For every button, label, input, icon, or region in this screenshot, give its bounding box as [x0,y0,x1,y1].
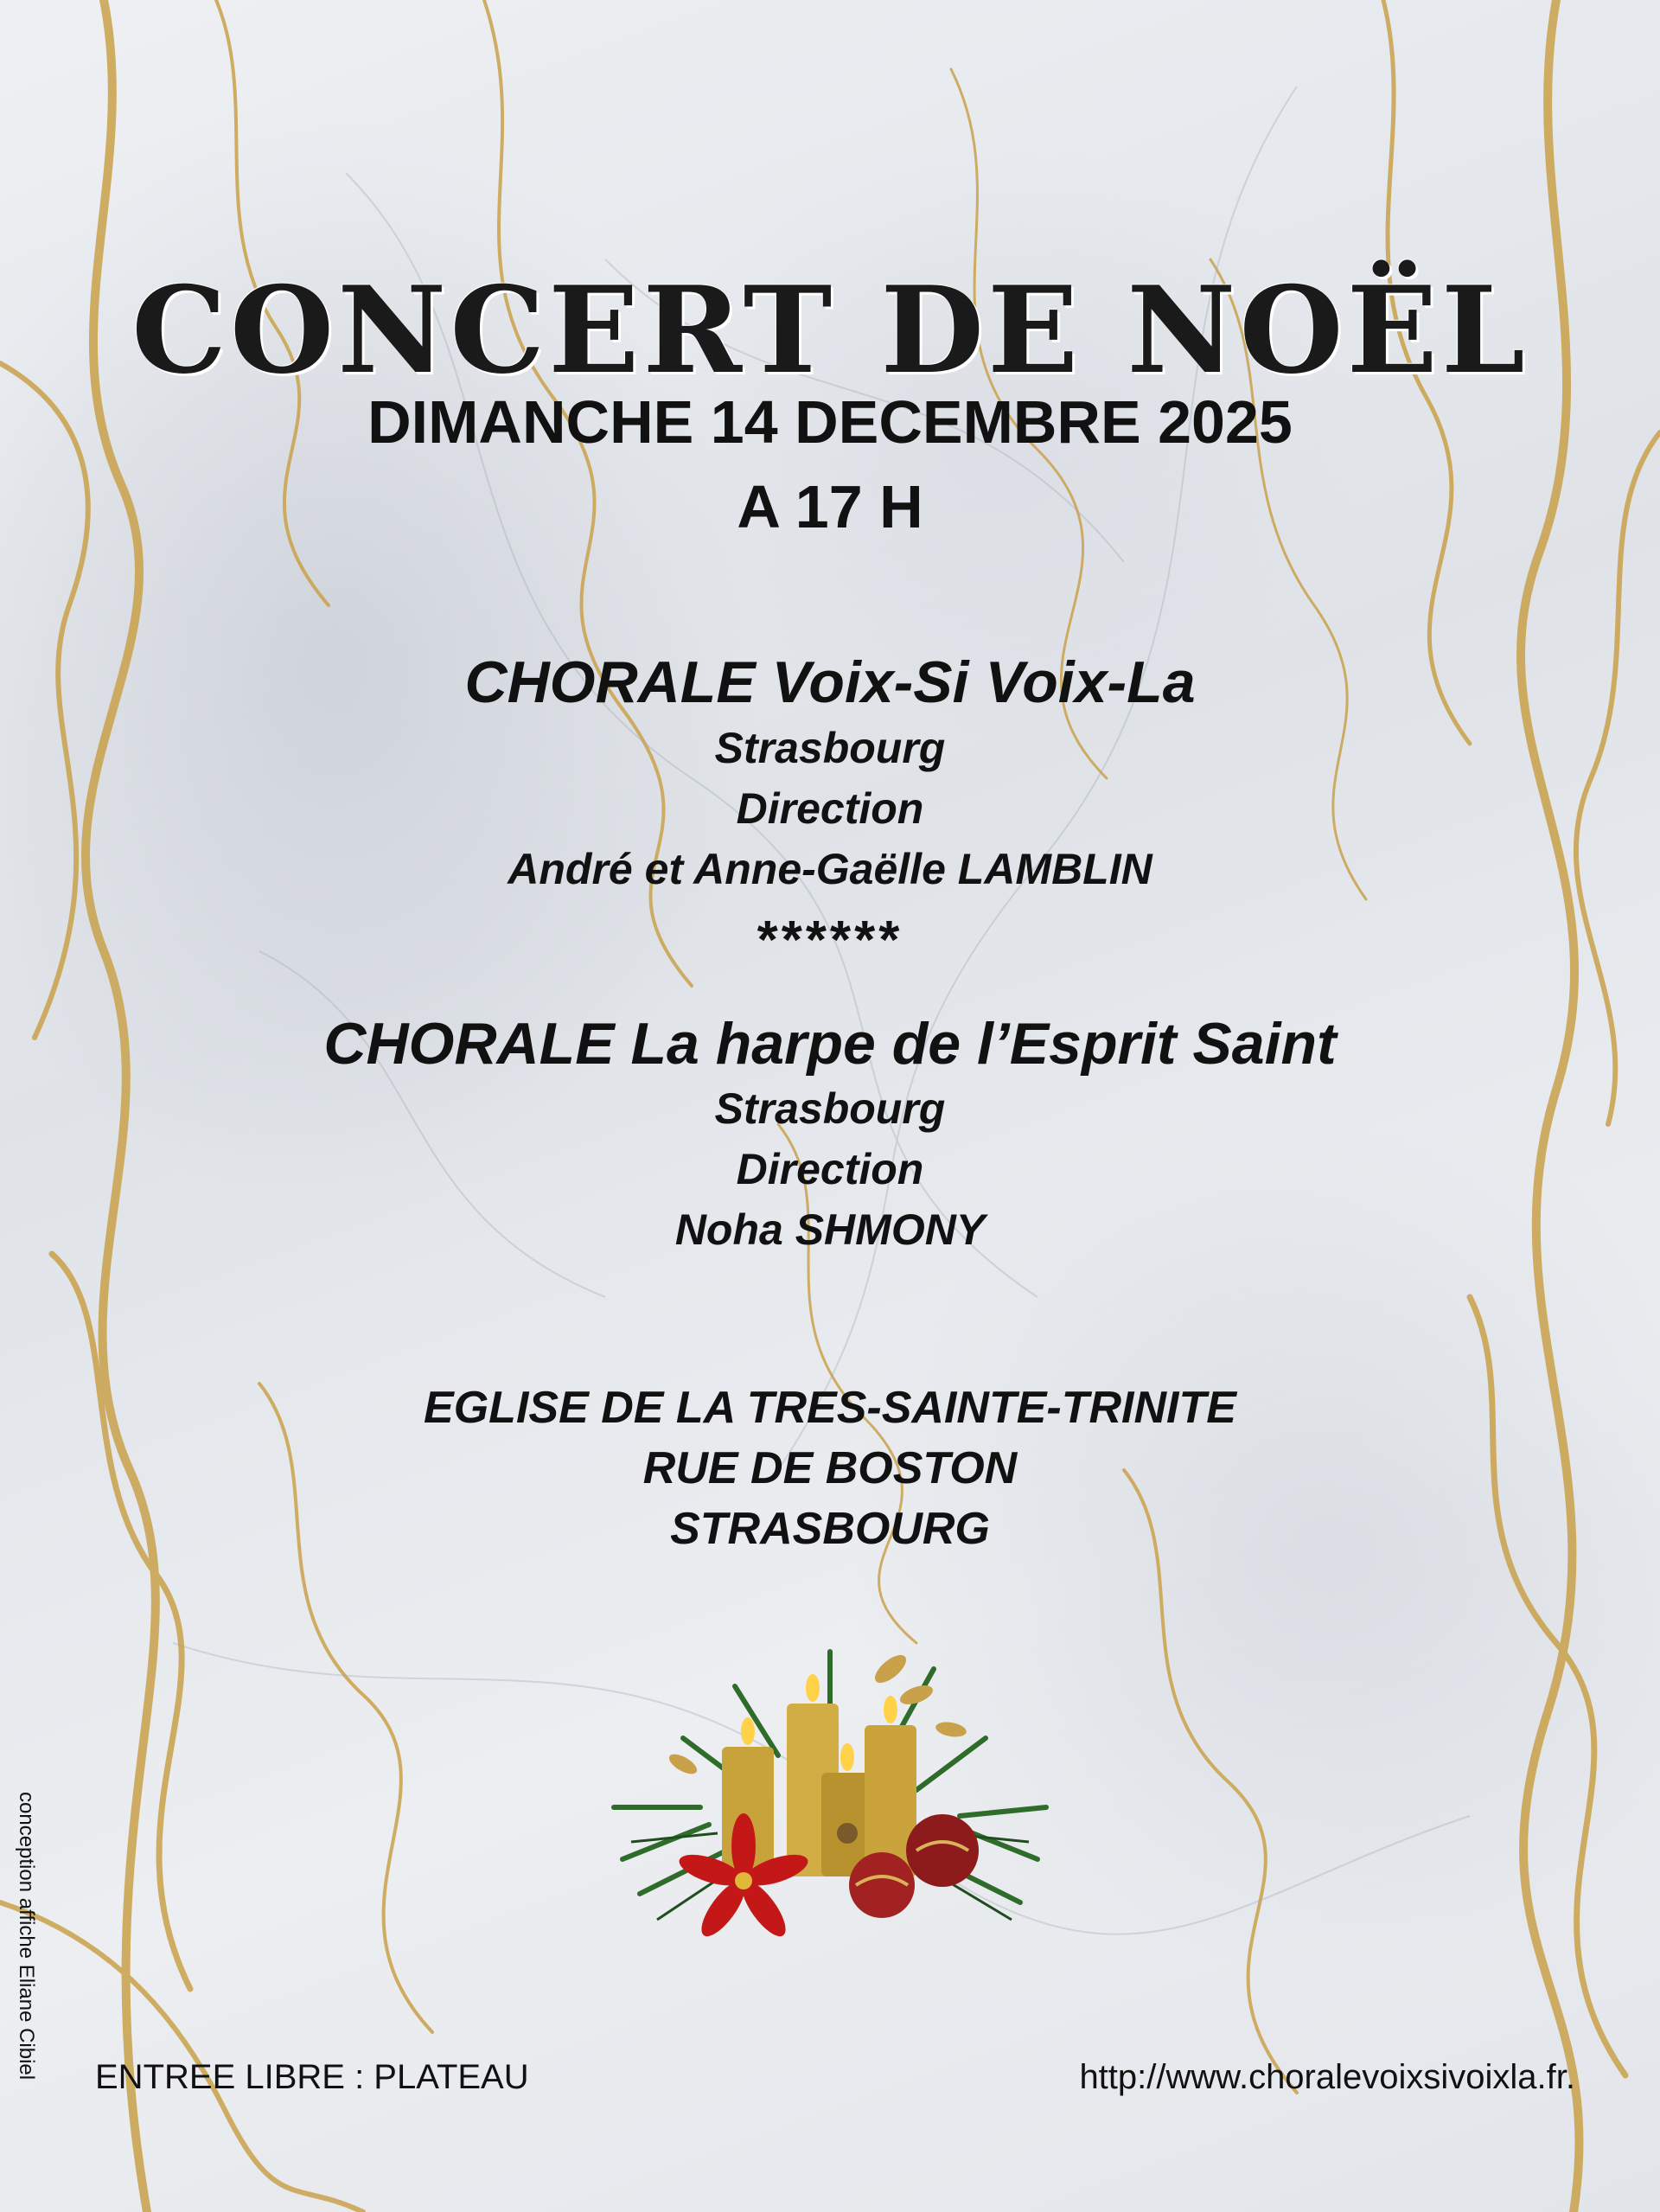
advent-candles-wreath-icon [605,1634,1055,1946]
choir1-city: Strasbourg [714,724,946,772]
choir1-direction-label: Direction [736,784,924,833]
concert-date: DIMANCHE 14 DECEMBRE 2025 [367,388,1293,456]
website-link[interactable]: http://www.choralevoixsivoixla.fr. [1079,2058,1575,2096]
choir2-city: Strasbourg [714,1084,946,1133]
choir2-name: CHORALE La harpe de l’Esprit Saint [323,1011,1337,1077]
poster-credit: conception affiche Eliane Cibiel [15,1792,38,2081]
choir2-direction-label: Direction [736,1145,924,1193]
entry-info: ENTREE LIBRE : PLATEAU [95,2058,529,2096]
concert-time: A 17 H [737,473,923,540]
choir1-name: CHORALE Voix-Si Voix-La [464,649,1196,715]
choir1-director: André et Anne-Gaëlle LAMBLIN [508,845,1152,893]
separator: ****** [757,911,903,970]
choir2-director: Noha SHMONY [674,1205,986,1254]
venue-name: EGLISE DE LA TRES-SAINTE-TRINITE [424,1383,1236,1433]
venue-city: STRASBOURG [670,1504,990,1554]
venue-street: RUE DE BOSTON [642,1443,1018,1493]
concert-title: CONCERT DE NOËL [131,259,1529,400]
